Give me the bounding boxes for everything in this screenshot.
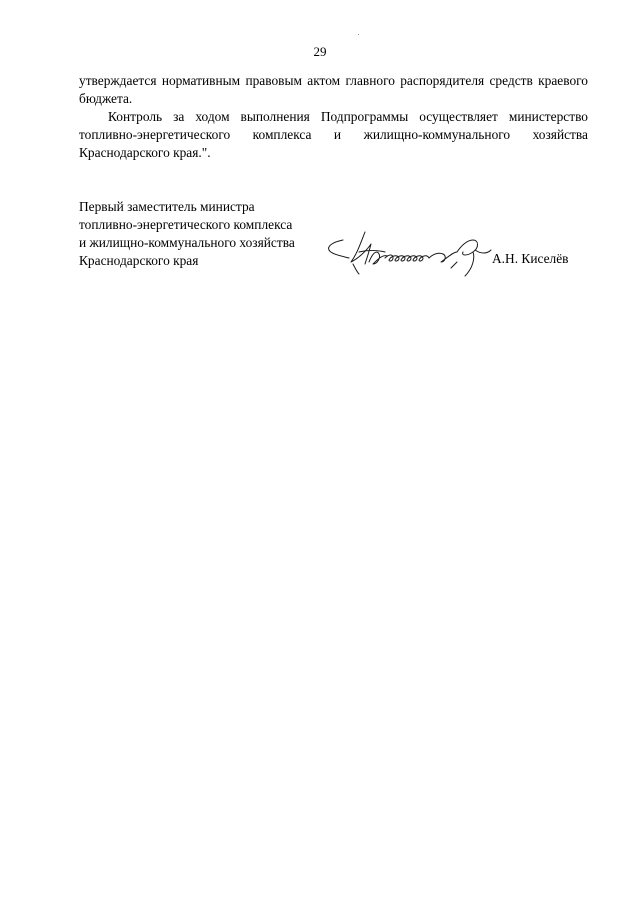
paragraph-continuation: утверждается нормативным правовым актом главного распорядителя средств краевого бюджета. bbox=[79, 73, 588, 106]
position-line: Краснодарского края bbox=[79, 253, 199, 268]
signer-name: А.Н. Киселёв bbox=[492, 251, 569, 266]
paragraph-control: Контроль за ходом выполнения Подпрограммы осуществляет министерство топливно-энергетического комплекса и жилищно-коммунального хозяйства Краснодарского края.". bbox=[79, 109, 588, 160]
position-line: Первый заместитель министра bbox=[79, 199, 255, 214]
handwritten-signature bbox=[325, 228, 495, 280]
position-line: топливно-энергетического комплекса bbox=[79, 217, 293, 232]
scan-speck bbox=[358, 34, 359, 35]
position-line: и жилищно-коммунального хозяйства bbox=[79, 235, 295, 250]
signatory-position bbox=[79, 198, 339, 270]
document-body bbox=[79, 72, 588, 162]
page-number: 29 bbox=[313, 44, 327, 59]
